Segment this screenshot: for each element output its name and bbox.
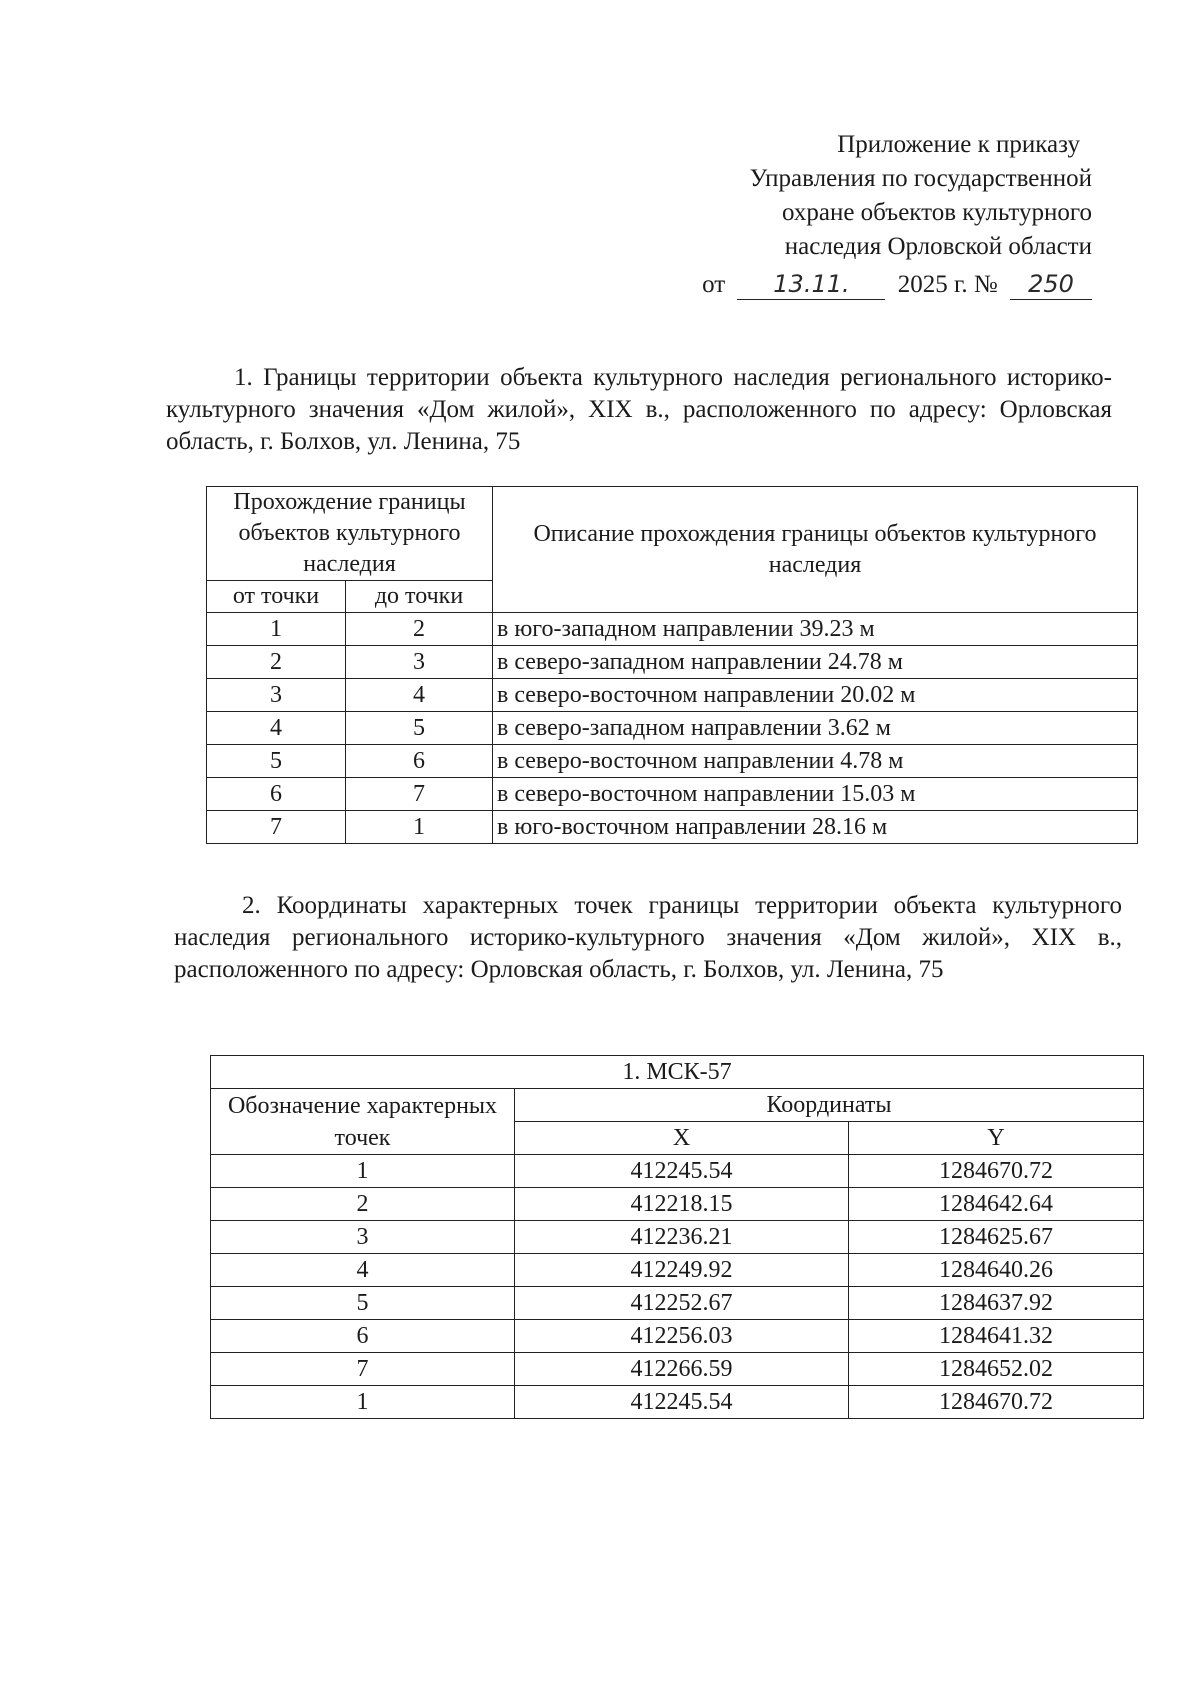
boundary-group-header: Прохождение границы объектов культурного наследия — [207, 487, 493, 581]
header-line: Приложение к приказу — [837, 131, 1080, 158]
y-cell: 1284670.72 — [849, 1155, 1144, 1188]
order-date-line — [702, 268, 1092, 302]
x-cell: 412266.59 — [515, 1353, 849, 1386]
y-cell: 1284642.64 — [849, 1188, 1144, 1221]
order-year: 2025 г. № — [897, 271, 998, 298]
header-line: наследия Орловской области — [784, 233, 1092, 260]
header-line: охране объектов культурного — [781, 199, 1092, 226]
point-cell: 4 — [211, 1254, 515, 1287]
to-point-cell: 2 — [346, 613, 493, 646]
handwritten-order-number: 250 — [1010, 269, 1092, 300]
from-point-cell: 3 — [207, 679, 346, 712]
from-point-cell: 2 — [207, 646, 346, 679]
section-2-text: Координаты характерных точек границы территории объекта культурного наследия регионального историко-культурного значения «Дом жилой», XIX в., расположенного по адресу: Орловская область, г. Болхов, ул. Ленина, 75 — [174, 892, 1123, 983]
from-point-cell: 4 — [207, 712, 346, 745]
x-cell: 412252.67 — [515, 1287, 849, 1320]
appendix-header — [702, 128, 1092, 302]
handwritten-date: 13.11. — [737, 269, 885, 300]
y-cell: 1284670.72 — [849, 1386, 1144, 1419]
table-row — [207, 712, 1138, 745]
point-cell: 6 — [211, 1320, 515, 1353]
table-row — [207, 613, 1138, 646]
point-cell: 3 — [211, 1221, 515, 1254]
y-cell: 1284640.26 — [849, 1254, 1144, 1287]
table-row — [211, 1353, 1144, 1386]
table-row — [211, 1155, 1144, 1188]
x-cell: 412245.54 — [515, 1386, 849, 1419]
to-point-cell: 3 — [346, 646, 493, 679]
x-cell: 412249.92 — [515, 1254, 849, 1287]
table-row — [211, 1188, 1144, 1221]
table-row — [211, 1386, 1144, 1419]
boundary-description-table — [206, 486, 1138, 844]
to-point-header: до точки — [346, 581, 493, 613]
from-point-cell: 1 — [207, 613, 346, 646]
point-cell: 1 — [211, 1386, 515, 1419]
y-cell: 1284625.67 — [849, 1221, 1144, 1254]
description-cell: в северо-западном направлении 3.62 м — [493, 712, 1138, 745]
point-cell: 7 — [211, 1353, 515, 1386]
coordinates-header: Координаты — [515, 1089, 1144, 1122]
description-cell: в юго-восточном направлении 28.16 м — [493, 811, 1138, 844]
to-point-cell: 4 — [346, 679, 493, 712]
x-cell: 412245.54 — [515, 1155, 849, 1188]
section-1-text: Границы территории объекта культурного наследия регионального историко-культурного значения «Дом жилой», XIX в., расположенного по адресу: Орловская область, г. Болхов, ул. Ленина, 75 — [166, 364, 1112, 455]
y-cell: 1284641.32 — [849, 1320, 1144, 1353]
table-row — [211, 1254, 1144, 1287]
point-cell: 2 — [211, 1188, 515, 1221]
description-cell: в северо-восточном направлении 20.02 м — [493, 679, 1138, 712]
description-header: Описание прохождения границы объектов культурного наследия — [493, 487, 1138, 613]
y-cell: 1284652.02 — [849, 1353, 1144, 1386]
y-header: Y — [849, 1122, 1144, 1155]
table-row — [211, 1320, 1144, 1353]
table-row — [211, 1221, 1144, 1254]
section-1-paragraph — [166, 362, 1112, 458]
table-row — [207, 745, 1138, 778]
description-cell: в юго-западном направлении 39.23 м — [493, 613, 1138, 646]
point-cell: 1 — [211, 1155, 515, 1188]
from-point-header: от точки — [207, 581, 346, 613]
x-header: X — [515, 1122, 849, 1155]
coordinates-table — [210, 1055, 1144, 1419]
date-prefix: от — [702, 271, 726, 298]
table-row — [207, 778, 1138, 811]
coordinate-system-title: 1. МСК-57 — [211, 1056, 1144, 1089]
to-point-cell: 5 — [346, 712, 493, 745]
to-point-cell: 7 — [346, 778, 493, 811]
point-cell: 5 — [211, 1287, 515, 1320]
section-1-number: 1. — [234, 364, 253, 391]
table-row — [207, 679, 1138, 712]
description-cell: в северо-западном направлении 24.78 м — [493, 646, 1138, 679]
header-line: Управления по государственной — [749, 165, 1092, 192]
table-row — [207, 646, 1138, 679]
section-2-paragraph — [174, 890, 1122, 986]
from-point-cell: 5 — [207, 745, 346, 778]
description-cell: в северо-восточном направлении 15.03 м — [493, 778, 1138, 811]
table-row — [211, 1287, 1144, 1320]
x-cell: 412256.03 — [515, 1320, 849, 1353]
table-row — [207, 811, 1138, 844]
from-point-cell: 7 — [207, 811, 346, 844]
section-2-number: 2. — [242, 892, 261, 919]
point-designation-header: Обозначение характерных точек — [211, 1089, 515, 1155]
to-point-cell: 1 — [346, 811, 493, 844]
y-cell: 1284637.92 — [849, 1287, 1144, 1320]
x-cell: 412236.21 — [515, 1221, 849, 1254]
to-point-cell: 6 — [346, 745, 493, 778]
from-point-cell: 6 — [207, 778, 346, 811]
x-cell: 412218.15 — [515, 1188, 849, 1221]
description-cell: в северо-восточном направлении 4.78 м — [493, 745, 1138, 778]
